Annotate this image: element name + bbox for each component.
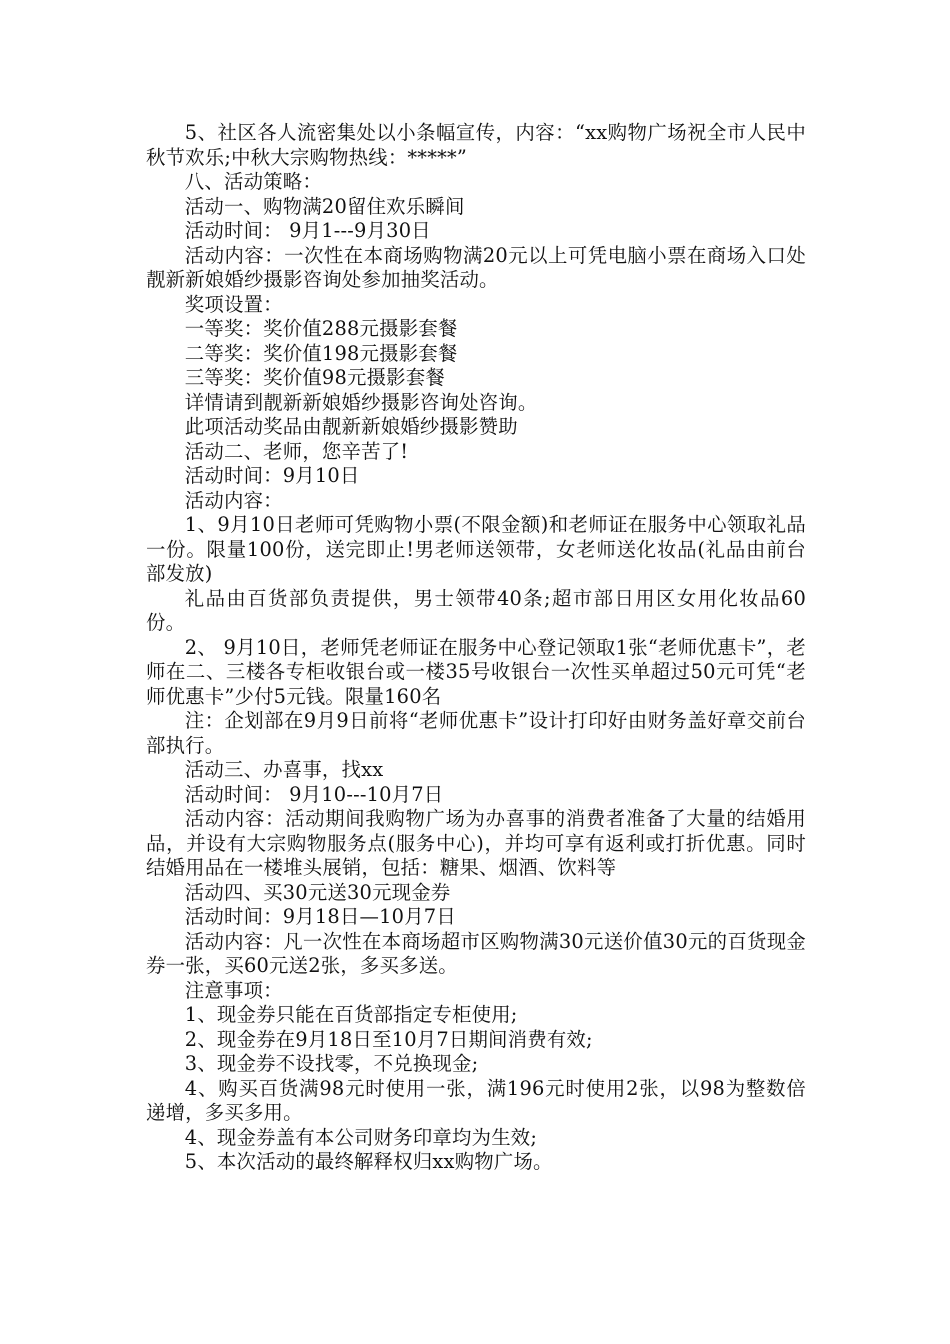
paragraph: 注意事项： xyxy=(184,978,283,1002)
paragraph: 详情请到靓新新娘婚纱摄影咨询处咨询。 xyxy=(184,390,538,414)
paragraph: 1、9月10日老师可凭购物小票(不限金额)和老师证在服务中心领取礼品一份。限量100份，送完即止!男老师送领带，女老师送化妆品(礼品由前台部发放) xyxy=(146,513,806,585)
paragraph: 活动时间： 9月10---10月7日 xyxy=(184,782,444,806)
paragraph: 5、本次活动的最终解释权归xx购物广场。 xyxy=(184,1150,553,1173)
paragraph: 活动时间：9月18日—10月7日 xyxy=(184,905,456,928)
paragraph: 礼品由百货部负责提供，男士领带40条;超市部日用区女用化妆品60份。 xyxy=(146,586,806,634)
paragraph: 此项活动奖品由靓新新娘婚纱摄影赞助 xyxy=(184,415,518,438)
paragraph: 二等奖：奖价值198元摄影套餐 xyxy=(184,341,458,365)
paragraph: 2、 9月10日，老师凭老师证在服务中心登记领取1张“老师优惠卡”，老师在二、三楼各专柜收银台或一楼35号收银台一次性买单超过50元可凭“老师优惠卡”少付5元钱。限量160名 xyxy=(146,635,806,708)
paragraph: 4、购买百货满98元时使用一张，满196元时使用2张，以98为整数倍递增，多买多用。 xyxy=(146,1076,806,1124)
paragraph: 活动时间：9月10日 xyxy=(184,464,360,487)
paragraph: 活动二、老师，您辛苦了! xyxy=(184,439,409,463)
paragraph: 2、现金券在9月18日至10月7日期间消费有效; xyxy=(184,1027,593,1051)
paragraph: 活动内容：活动期间我购物广场为办喜事的消费者准备了大量的结婚用品，并设有大宗购物服务点(服务中心)，并均可享有返利或打折优惠。同时结婚用品在一楼堆头展销，包括：糖果、烟酒、饮料等 xyxy=(146,807,806,879)
paragraph: 4、现金券盖有本公司财务印章均为生效; xyxy=(184,1125,538,1149)
paragraph: 3、现金券不设找零，不兑换现金; xyxy=(184,1052,479,1075)
paragraph: 1、现金券只能在百货部指定专柜使用; xyxy=(184,1003,518,1026)
paragraph: 八、活动策略： xyxy=(184,170,322,193)
paragraph: 活动三、办喜事，找xx xyxy=(184,758,384,781)
paragraph: 活动内容：一次性在本商场购物满20元以上可凭电脑小票在商场入口处靓新新娘婚纱摄影咨询处参加抽奖活动。 xyxy=(146,243,806,291)
document-body xyxy=(146,121,806,1175)
paragraph: 活动一、购物满20留住欢乐瞬间 xyxy=(184,194,465,218)
paragraph: 一等奖：奖价值288元摄影套餐 xyxy=(184,317,458,340)
paragraph: 活动四、买30元送30元现金券 xyxy=(184,880,451,904)
paragraph: 注：企划部在9月9日前将“老师优惠卡”设计打印好由财务盖好章交前台部执行。 xyxy=(146,709,806,757)
paragraph: 5、社区各人流密集处以小条幅宣传，内容：“xx购物广场祝全市人民中秋节欢乐;中秋大宗购物热线：*****” xyxy=(146,121,806,169)
paragraph: 活动内容： xyxy=(184,488,283,512)
paragraph: 活动内容：凡一次性在本商场超市区购物满30元送价值30元的百货现金券一张，买60元送2张，多买多送。 xyxy=(146,929,806,977)
paragraph: 奖项设置： xyxy=(184,292,283,316)
paragraph: 三等奖：奖价值98元摄影套餐 xyxy=(184,366,445,389)
paragraph: 活动时间： 9月1---9月30日 xyxy=(184,219,431,242)
